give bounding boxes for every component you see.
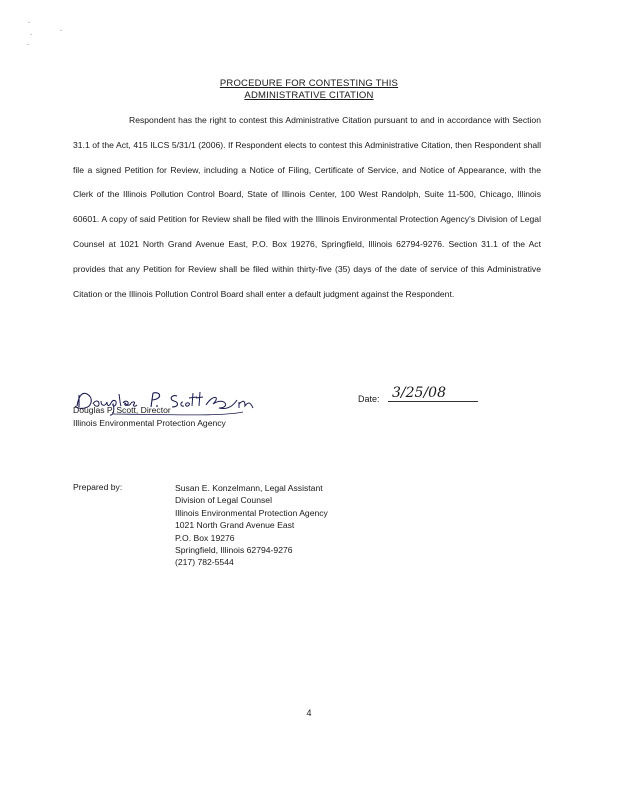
- page-number: 4: [306, 708, 312, 718]
- date-label: Date:: [358, 394, 380, 404]
- preparer-line: (217) 782-5544: [175, 557, 234, 568]
- preparer-line: Springfield, Illinois 62794-9276: [175, 545, 293, 556]
- signer-agency: Illinois Environmental Protection Agency: [73, 418, 226, 428]
- preparer-line: Susan E. Konzelmann, Legal Assistant: [175, 483, 323, 493]
- scan-speck: [27, 44, 29, 45]
- body-paragraph: Respondent has the right to contest this Administrative Citation pursuant to and in accordance with Section 31.1 of the Act, 415 ILCS 5/31/1 (2006). If Respondent elects to contest this Administrative Citation, then Respondent shall file a signed Petition for Review, including a Notice of Filing, Certificate of Service, and Notice of Appearance, with the Clerk of the Illinois Pollution Control Board, State of Illinois Center, 100 West Randolph, Suite 11-500, Chicago, Illinois 60601. A copy of said Petition for Review shall be filed with the Illinois Environmental Protection Agency's Division of Legal Counsel at 1021 North Grand Avenue East, P.O. Box 19276, Springfield, Illinois 62794-9276. Section 31.1 of the Act provides that any Petition for Review shall be filed within thirty-five (35) days of the date of service of this Administrative Citation or the Illinois Pollution Control Board shall enter a default judgment against the Respondent.: [73, 115, 541, 299]
- signer-name-title: Douglas P. Scott, Director: [73, 405, 171, 415]
- heading-line-2: ADMINISTRATIVE CITATION: [244, 90, 374, 101]
- preparer-line: P.O. Box 19276: [175, 532, 235, 543]
- scan-speck: [28, 22, 30, 23]
- preparer-line: Division of Legal Counsel: [175, 495, 272, 506]
- preparer-line: Illinois Environmental Protection Agency: [175, 507, 328, 518]
- date-value: 3/25/08: [388, 385, 478, 402]
- scan-speck: [60, 30, 62, 31]
- scan-speck: [30, 34, 32, 35]
- heading-line-1: PROCEDURE FOR CONTESTING THIS: [219, 78, 399, 89]
- prepared-by-block: [175, 482, 328, 569]
- prepared-by-label: Prepared by:: [73, 482, 123, 492]
- preparer-line: 1021 North Grand Avenue East: [175, 520, 295, 531]
